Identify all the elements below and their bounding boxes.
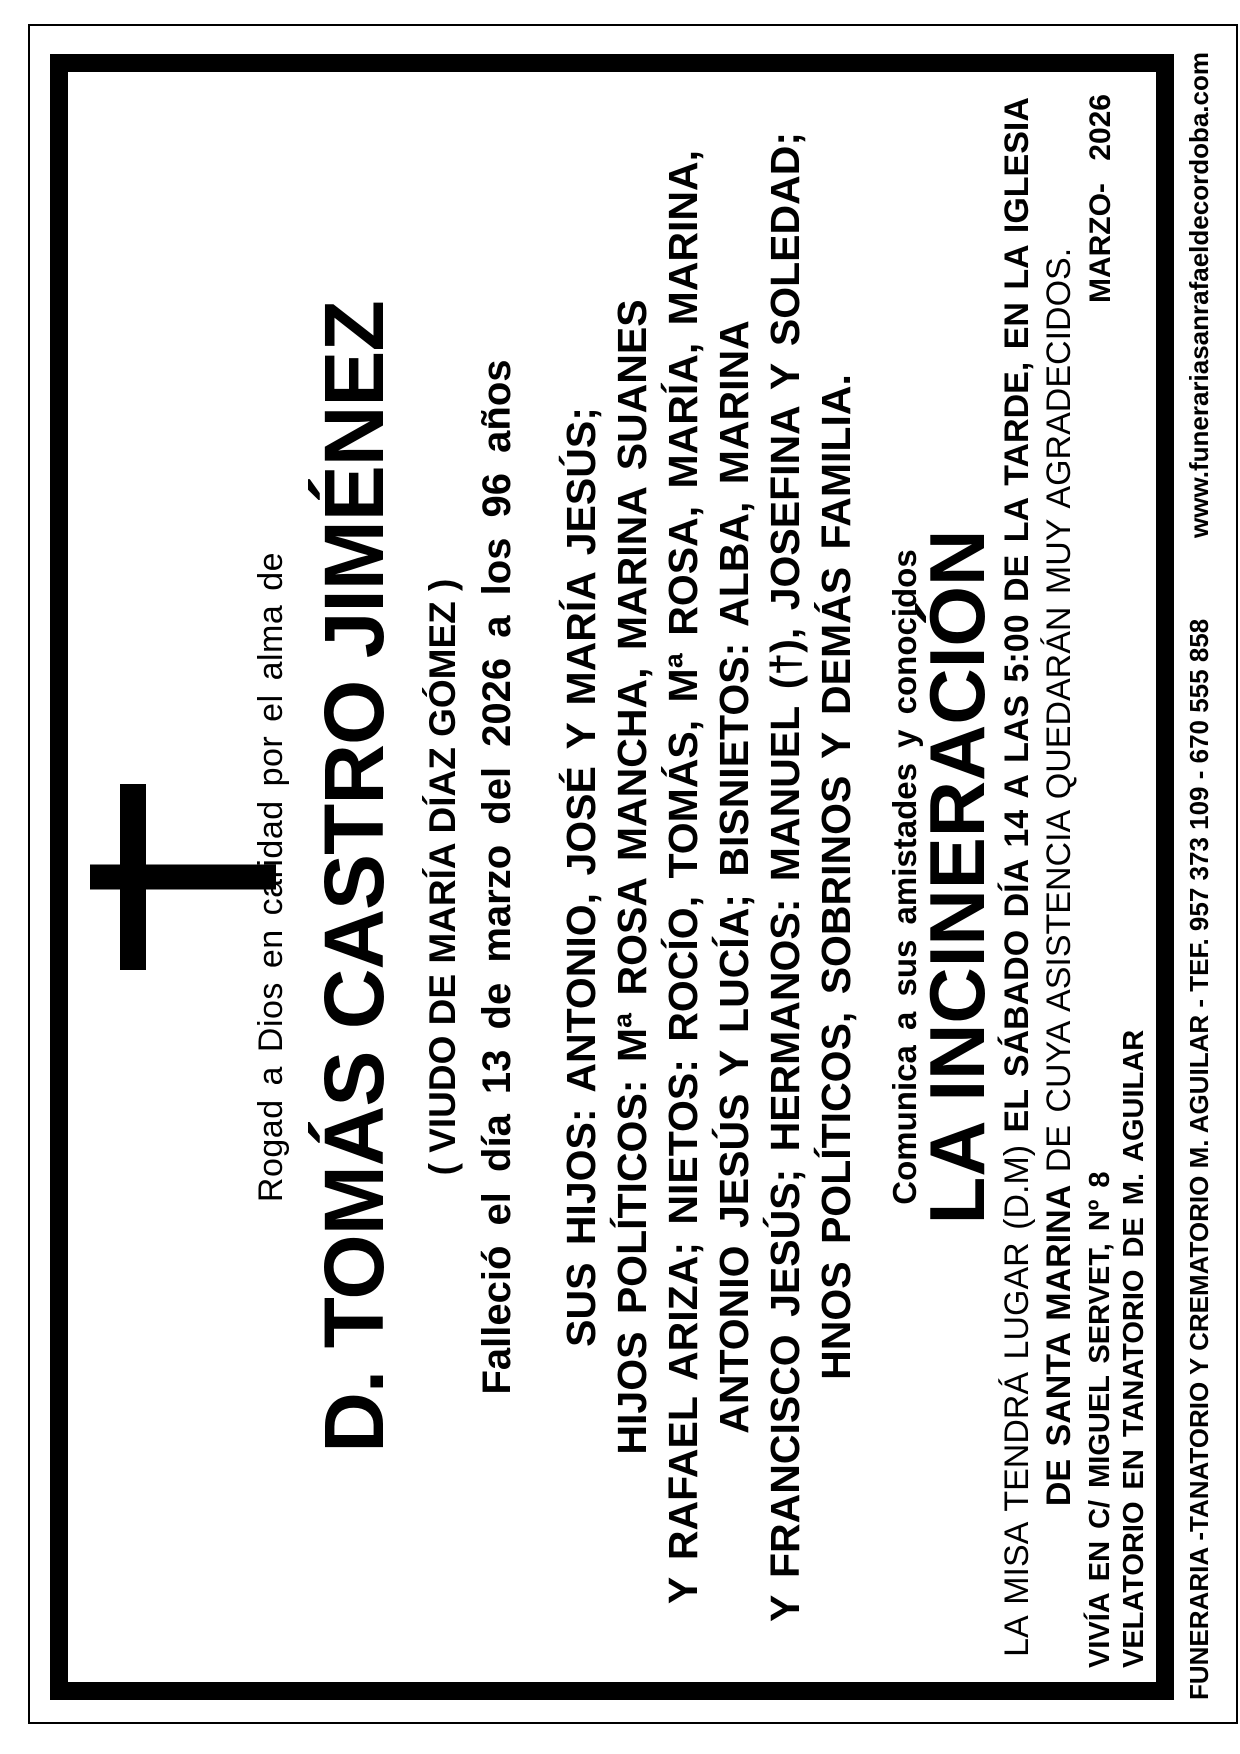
family-line: Y RAFAEL ARIZA; NIETOS: ROCÍO, TOMÁS, Mª ROSA, MARÍA, MARINA, [660,149,706,1605]
family-line: HNOS POLÍTICOS, SOBRINOS Y DEMÁS FAMILIA. [813,374,859,1380]
church-name-bold: DE SANTA MARINA [1040,1184,1078,1507]
event-title: LA INCINERACIÓN [913,529,1001,1225]
funeral-home-contact: FUNERARIA -TANATORIO Y CREMATORIO M. AGUILAR - TEF. 957 373 109 - 670 555 858 [1184,618,1214,1700]
church-line-regular: DE CUYA ASISTENCIA QUEDARÁN MUY AGRADECIDOS. [1040,247,1078,1173]
deceased-name: D. TOMÁS CASTRO JIMÉNEZ [307,301,401,1453]
church-line [1042,72,1078,1682]
spouse-line: ( VIUDO DE MARÍA DÍAZ GÓMEZ ) [422,578,463,1176]
family-line: ANTONIO JESÚS Y LUCÍA; BISNIETOS: ALBA, MARINA [711,320,757,1434]
month-year-label: MARZO- 2026 [1084,94,1117,304]
cross-stem [90,865,276,890]
family-block [556,72,862,1682]
announcement-line: Comunica a sus amistades y conocidos [886,549,923,1205]
mass-line-regular: LA MISA TENDRÁ LUGAR (D.M) [998,1144,1036,1657]
intro-line: Rogad a Dios en caridad por el alma de [252,551,290,1203]
mass-line [1000,72,1036,1682]
funeral-home-website: www.funerariasanrafaeldecordoba.com [1184,52,1214,538]
family-line: SUS HIJOS: ANTONIO, JOSÉ Y MARÍA JESÚS; [558,407,604,1347]
residence-line: VIVÍA EN C/ MIGUEL SERVET, Nº 8 [1084,1171,1116,1668]
latin-cross-icon [90,784,276,970]
mass-line-bold: EL SÁBADO DÍA 14 A LAS 5:00 DE LA TARDE, EN LA IGLESIA [998,97,1036,1133]
death-date-line: Falleció el día 13 de marzo del 2026 a los 96 años [475,359,519,1395]
family-line: Y FRANCISCO JESÚS; HERMANOS: MANUEL (†), JOSEFINA Y SOLEDAD; [762,132,808,1623]
obituary-frame [50,54,1174,1700]
funeral-home-footer [1184,52,1215,1700]
family-line: HIJOS POLÍTICOS: Mª ROSA MANCHA, MARINA SUANES [609,299,655,1455]
wake-location-line: VELATORIO EN TANATORIO DE M. AGUILAR [1118,1029,1150,1668]
